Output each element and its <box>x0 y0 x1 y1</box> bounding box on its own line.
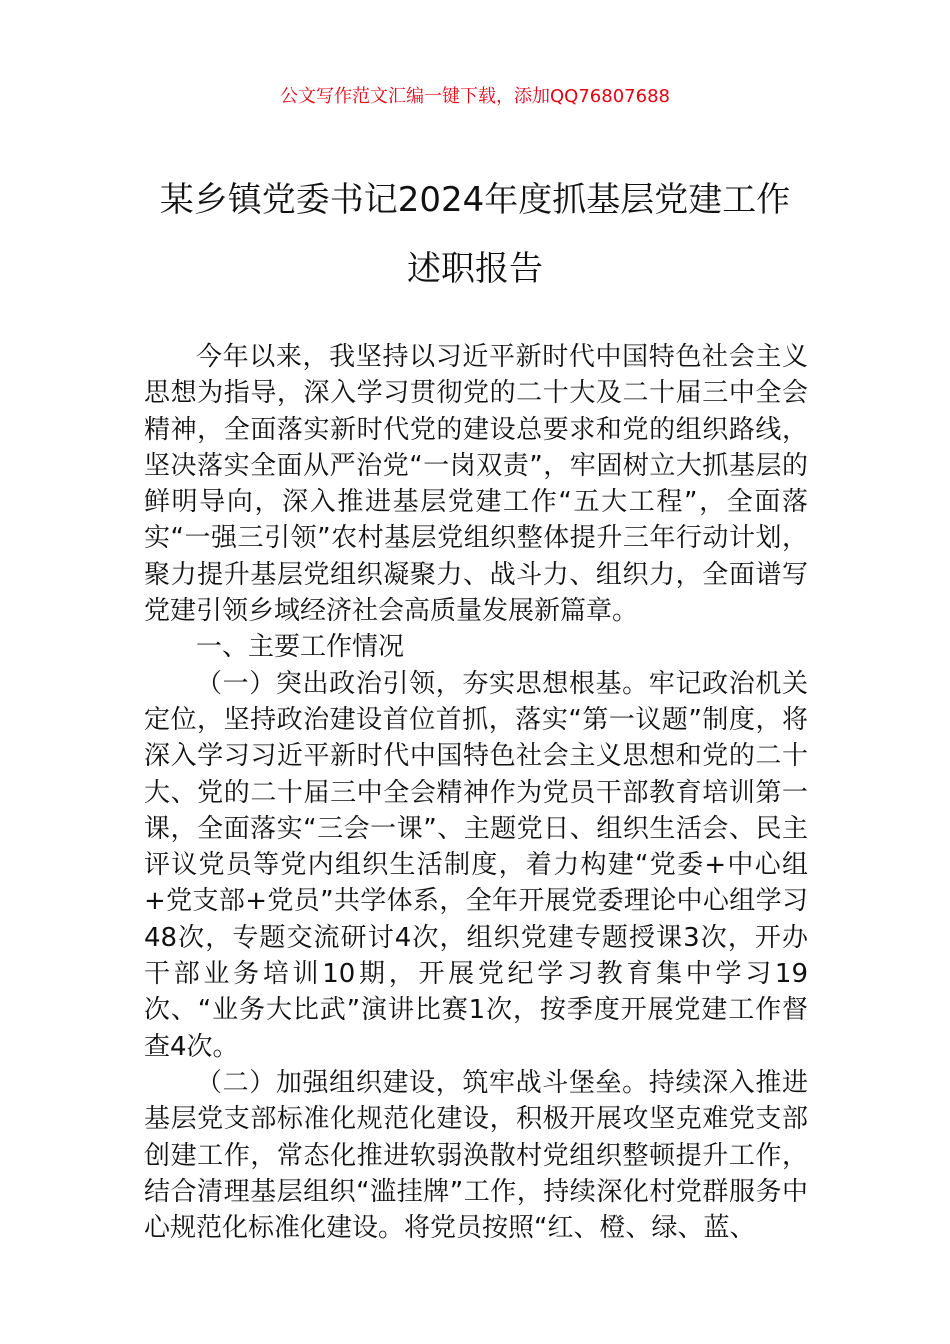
body-paragraph-2: （二）加强组织建设，筑牢战斗堡垒。持续深入推进基层党支部标准化规范化建设，积极开展攻坚克难党支部创建工作，常态化推进软弱涣散村党组织整顿提升工作，结合清理基层组织“滥挂牌”工作，持续深化村党群服务中心规范化标准化建设。将党员按照“红、橙、绿、蓝、 <box>144 1067 808 1244</box>
document-title-line-2: 述职报告 <box>407 249 543 289</box>
document-body <box>144 339 808 1246</box>
body-paragraph-1: （一）突出政治引领，夯实思想根基。牢记政治机关定位，坚持政治建设首位首抓，落实“第一议题”制度，将深入学习习近平新时代中国特色社会主义思想和党的二十大、党的二十届三中全会精神作为党员干部教育培训第一课，全面落实“三会一课”、主题党日、组织生活会、民主评议党员等党内组织生活制度，着力构建“党委+中心组+党支部+党员”共学体系，全年开展党委理论中心组学习48次，专题交流研讨4次，组织党建专题授课3次，开办干部业务培训10期，开展党纪学习教育集中学习19次、“业务大比武”演讲比赛1次，按季度开展党建工作督查4次。 <box>144 668 808 1062</box>
intro-paragraph: 今年以来，我坚持以习近平新时代中国特色社会主义思想为指导，深入学习贯彻党的二十大及二十届三中全会精神，全面落实新时代党的建设总要求和党的组织路线，坚决落实全面从严治党“一岗双责”，牢固树立大抓基层的鲜明导向，深入推进基层党建工作“五大工程”，全面落实“一强三引领”农村基层党组织整体提升三年行动计划，聚力提升基层党组织凝聚力、战斗力、组织力，全面谱写党建引领乡域经济社会高质量发展新篇章。 <box>144 342 808 627</box>
section-heading: 一、主要工作情况 <box>196 632 405 663</box>
download-banner[interactable]: 公文写作范文汇编一键下载，添加QQ76807688 <box>280 86 670 107</box>
document-title-line-1: 某乡镇党委书记2024年度抓基层党建工作 <box>159 180 791 220</box>
